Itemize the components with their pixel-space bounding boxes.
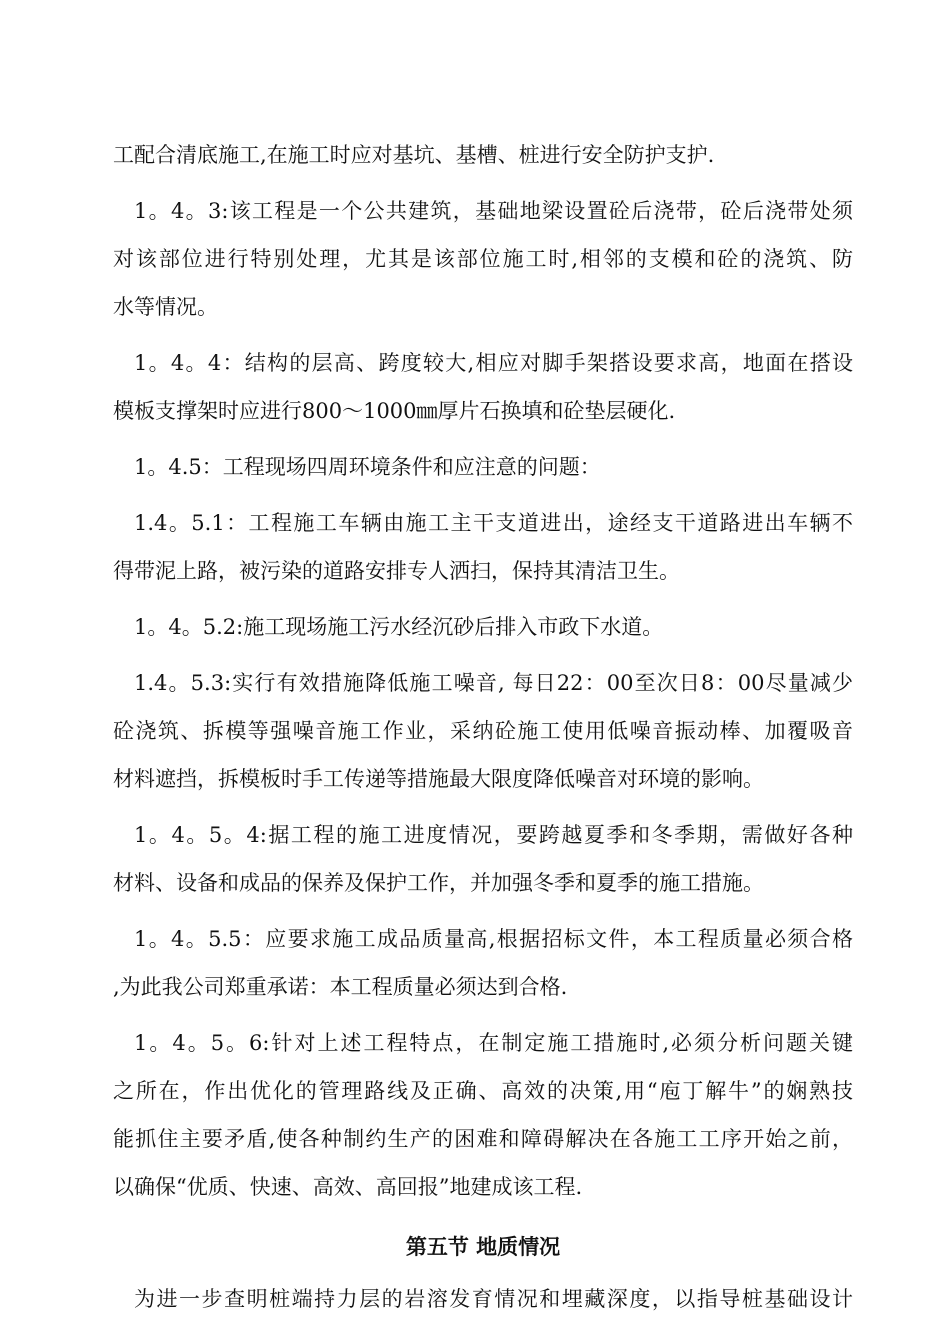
document-body <box>113 131 853 1331</box>
text-line: 1。4。5.5：应要求施工成品质量高,根据招标文件，本工程质量必须合格 <box>134 927 853 951</box>
text-line: 砼浇筑、拆模等强噪音施工作业，采纳砼施工使用低噪音振动棒、加覆吸音 <box>113 719 853 743</box>
text-line: 为进一步查明桩端持力层的岩溶发育情况和埋藏深度，以指导桩基础设计 <box>134 1287 853 1311</box>
section-heading: 第五节 地质情况 <box>405 1235 561 1259</box>
text-line: 1。4.5：工程现场四周环境条件和应注意的问题： <box>134 455 601 479</box>
paragraph-intro-continuation <box>113 131 853 179</box>
paragraph-1-4-5-4 <box>113 811 853 907</box>
text-line: 对该部位进行特别处理，尤其是该部位施工时,相邻的支模和砼的浇筑、防 <box>113 247 853 271</box>
paragraph-1-4-5 <box>113 443 853 491</box>
text-line: 水等情况。 <box>113 295 218 319</box>
text-line: 1。4。5。6:针对上述工程特点，在制定施工措施时,必须分析问题关键 <box>134 1031 853 1055</box>
paragraph-1-4-5-6 <box>113 1019 853 1211</box>
text-line: 1.4。5.3:实行有效措施降低施工噪音, 每日22：00至次日8：00尽量减少 <box>134 671 853 695</box>
paragraph-1-4-5-1 <box>113 499 853 595</box>
text-line: 1。4。4：结构的层高、跨度较大,相应对脚手架搭设要求高，地面在搭设 <box>134 351 853 375</box>
text-line: ,为此我公司郑重承诺：本工程质量必须达到合格. <box>113 975 568 999</box>
text-line: 1。4。3:该工程是一个公共建筑，基础地梁设置砼后浇带，砼后浇带处须 <box>134 199 853 223</box>
text-line: 材料遮挡，拆模板时手工传递等措施最大限度降低噪音对环境的影响。 <box>113 767 764 791</box>
text-line: 材料、设备和成品的保养及保护工作，并加强冬季和夏季的施工措施。 <box>113 871 764 895</box>
text-line: 1.4。5.1：工程施工车辆由施工主干支道进出，途经支干道路进出车辆不 <box>134 511 853 535</box>
text-line: 1。4。5。4:据工程的施工进度情况，要跨越夏季和冬季期，需做好各种 <box>134 823 853 847</box>
text-line: 1。4。5.2:施工现场施工污水经沉砂后排入市政下水道。 <box>134 615 664 639</box>
paragraph-1-4-5-3 <box>113 659 853 803</box>
paragraph-1-4-4 <box>113 339 853 435</box>
text-line: 之所在，作出优化的管理路线及正确、高效的决策,用“庖丁解牛”的娴熟技 <box>113 1079 853 1103</box>
text-line: 工配合清底施工,在施工时应对基坑、基槽、桩进行安全防护支护. <box>113 143 715 167</box>
text-line: 以确保“优质、快速、高效、高回报”地建成该工程. <box>113 1175 583 1199</box>
paragraph-1-4-5-5 <box>113 915 853 1011</box>
paragraph-1-4-3 <box>113 187 853 331</box>
text-line: 得带泥上路，被污染的道路安排专人洒扫，保持其清洁卫生。 <box>113 559 680 583</box>
paragraph-geology-intro <box>113 1275 853 1323</box>
paragraph-1-4-5-2 <box>113 603 853 651</box>
text-line: 能抓住主要矛盾,使各种制约生产的困难和障碍解决在各施工工序开始之前， <box>113 1127 853 1151</box>
text-line: 模板支撑架时应进行800～1000㎜厚片石换填和砼垫层硬化. <box>113 399 676 423</box>
